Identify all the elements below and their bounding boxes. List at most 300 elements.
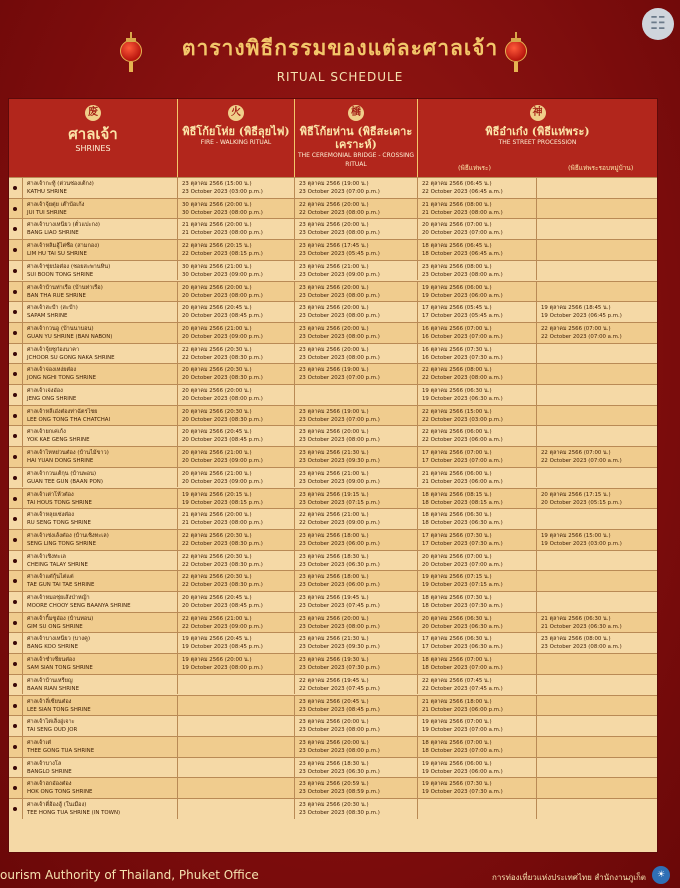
shrine-name-thai: ศาลเจ้ากิ้มซูอ๋อง (บ้านทอน) [27, 615, 94, 622]
shrine-name-cell [23, 344, 178, 364]
shrine-name-english: LEE SIAN TONG SHRINE [27, 706, 91, 713]
row-bullet-icon [9, 344, 23, 364]
shrine-name-english: BAN THA RUE SHRINE [27, 292, 86, 299]
shrine-name-cell [23, 758, 178, 778]
row-bullet-icon [9, 447, 23, 467]
header-shrines [9, 99, 178, 177]
date-thai: 16 ตุลาคม 2566 (07:30 น.) [422, 346, 492, 353]
shrine-name-thai: ศาลเจ้าหมอชุ่ยเส้งป่าหญ้า [27, 595, 90, 601]
fire-walking-cell [178, 633, 295, 653]
row-bullet-icon [9, 758, 23, 778]
row-bullet-icon [9, 261, 23, 281]
date-thai: 18 ตุลาคม 2566 (07:30 น.) [422, 595, 492, 601]
shrine-name-cell [23, 199, 178, 219]
village-procession-cell [537, 344, 657, 364]
header-shrines-thai: ศาลเจ้า [68, 125, 118, 143]
procession-cell [418, 240, 537, 260]
date-english: 19 October 2023 (07:15 a.m.) [422, 582, 503, 589]
row-bullet-icon [9, 551, 23, 571]
bridge-crossing-cell [295, 592, 418, 612]
date-english: 21 October 2023 (06:00 p.m.) [422, 706, 503, 713]
date-english: 18 October 2023 (08:15 a.m.) [422, 499, 503, 506]
date-english: 20 October 2023 (08:30 p.m.) [182, 416, 263, 423]
procession-cell [418, 219, 537, 239]
page-header [0, 0, 680, 96]
header-street-procession [418, 99, 657, 177]
date-thai: 23 ตุลาคม 2566 (18:30 น.) [299, 553, 369, 560]
procession-cell [418, 758, 537, 778]
village-procession-cell [537, 426, 657, 446]
date-thai: 23 ตุลาคม 2566 (20:00 น.) [299, 719, 369, 726]
shrine-name-english: GIM SU ONG SHRINE [27, 623, 83, 630]
shrine-name-cell [23, 302, 178, 322]
date-thai: 22 ตุลาคม 2566 (20:30 น.) [182, 346, 252, 353]
bridge-icon: 橋 [348, 105, 364, 121]
table-row [9, 529, 657, 550]
table-row [9, 281, 657, 302]
fire-walking-cell [178, 509, 295, 529]
date-english: 22 October 2023 (07:45 a.m.) [422, 685, 503, 692]
shrine-name-thai: ศาลเจ้ากะทู้ (ต่วนซ่องเต้กง) [27, 181, 94, 187]
bridge-crossing-cell [295, 489, 418, 509]
shrine-name-english: BANG KOO SHRINE [27, 644, 78, 651]
bridge-crossing-cell [295, 737, 418, 757]
date-english: 19 October 2023 (06:00 a.m.) [422, 292, 503, 299]
date-thai: 20 ตุลาคม 2566 (20:00 น.) [182, 388, 252, 394]
table-row [9, 218, 657, 239]
ritual-schedule-table [8, 98, 658, 853]
bridge-crossing-cell [295, 799, 418, 819]
date-thai: 22 ตุลาคม 2566 (20:00 น.) [299, 201, 369, 208]
village-procession-cell [537, 696, 657, 716]
row-bullet-icon [9, 489, 23, 509]
row-bullet-icon [9, 178, 23, 198]
date-english: 19 October 2023 (06:45 p.m.) [541, 313, 622, 320]
date-english: 23 October 2023 (08:45 p.m.) [299, 706, 380, 713]
table-row [9, 177, 657, 198]
procession-cell [418, 696, 537, 716]
shrine-name-english: YOK KAE GENG SHRINE [27, 437, 90, 444]
date-english: 18 October 2023 (06:30 a.m.) [422, 520, 503, 527]
shrine-name-english: JUI TUI SHRINE [27, 209, 67, 216]
date-english: 23 October 2023 (09:30 p.m.) [299, 644, 380, 651]
shrine-name-cell [23, 613, 178, 633]
village-procession-cell [537, 447, 657, 467]
shrine-name-thai: ศาลเจ้าสะปำ (สะปำ) [27, 305, 78, 312]
page-title-thai: ตารางพิธีกรรมของแต่ละศาลเจ้า [181, 35, 499, 60]
table-row [9, 632, 657, 653]
bridge-crossing-cell [295, 219, 418, 239]
table-row [9, 674, 657, 695]
village-procession-cell [537, 385, 657, 405]
date-english: 23 October 2023 (09:00 p.m.) [299, 271, 380, 278]
shrine-name-english: BANGLO SHRINE [27, 768, 72, 775]
village-procession-cell [537, 240, 657, 260]
shrine-name-cell [23, 489, 178, 509]
date-english: 19 October 2023 (07:00 a.m.) [422, 727, 503, 734]
row-bullet-icon [9, 468, 23, 488]
date-thai: 22 ตุลาคม 2566 (20:30 น.) [182, 574, 252, 581]
date-thai: 19 ตุลาคม 2566 (18:45 น.) [541, 305, 611, 312]
bridge-crossing-cell [295, 406, 418, 426]
shrine-name-english: HOK ONG TONG SHRINE [27, 789, 93, 796]
date-thai: 20 ตุลาคม 2566 (07:00 น.) [422, 553, 492, 560]
shrine-name-english: THEE GONG TUA SHRINE [27, 747, 95, 754]
shrine-name-thai: ศาลเจ้ายกเค่เก้ง [27, 429, 66, 436]
date-english: 19 October 2023 (03:00 p.m.) [541, 540, 622, 547]
date-thai: 18 ตุลาคม 2566 (07:00 น.) [422, 657, 492, 664]
shrine-name-english: TAE GUN TAI TAE SHRINE [27, 582, 95, 589]
date-english: 23 October 2023 (09:00 p.m.) [299, 478, 380, 485]
date-thai: 30 ตุลาคม 2566 (20:00 น.) [182, 201, 252, 208]
procession-cell [418, 530, 537, 550]
date-english: 20 October 2023 (08:30 p.m.) [182, 375, 263, 382]
date-thai: 22 ตุลาคม 2566 (08:00 น.) [422, 367, 492, 374]
date-thai: 21 ตุลาคม 2566 (06:00 น.) [422, 470, 492, 477]
village-procession-cell [537, 799, 657, 819]
village-procession-cell [537, 633, 657, 653]
procession-cell [418, 385, 537, 405]
date-thai: 22 ตุลาคม 2566 (20:30 น.) [182, 553, 252, 560]
procession-cell [418, 633, 537, 653]
date-english: 22 October 2023 (08:30 p.m.) [182, 561, 263, 568]
header-fire-thai: พิธีโก้ยโห่ย (พิธีลุยไฟ) [182, 125, 290, 138]
date-thai: 23 ตุลาคม 2566 (20:00 น.) [299, 305, 369, 312]
village-procession-cell [537, 654, 657, 674]
table-row [9, 736, 657, 757]
footer-org-english: ourism Authority of Thailand, Phuket Office [0, 868, 259, 882]
header-fire-english: FIRE - WALKING RITUAL [200, 139, 272, 146]
village-procession-cell [537, 737, 657, 757]
header-bridge-english: THE CEREMONIAL BRIDGE - CROSSING RITUAL [297, 152, 415, 168]
shrine-name-thai: ศาลเจ้าเชิงทะเล [27, 553, 66, 560]
date-thai: 23 ตุลาคม 2566 (08:00 น.) [422, 263, 492, 270]
table-row [9, 467, 657, 488]
shrine-name-cell [23, 406, 178, 426]
date-thai: 23 ตุลาคม 2566 (20:00 น.) [299, 325, 369, 332]
fire-walking-cell [178, 364, 295, 384]
row-bullet-icon [9, 530, 23, 550]
bridge-crossing-cell [295, 468, 418, 488]
date-english: 17 October 2023 (06:30 a.m.) [422, 644, 503, 651]
date-thai: 23 ตุลาคม 2566 (19:00 น.) [299, 367, 369, 374]
procession-cell [418, 509, 537, 529]
date-thai: 17 ตุลาคม 2566 (07:30 น.) [422, 532, 492, 539]
date-english: 23 October 2023 (08:59 p.m.) [299, 789, 380, 796]
village-procession-cell [537, 571, 657, 591]
date-english: 22 October 2023 (08:15 p.m.) [182, 251, 263, 258]
date-thai: 22 ตุลาคม 2566 (19:45 น.) [299, 677, 369, 684]
bridge-crossing-cell [295, 364, 418, 384]
bridge-crossing-cell [295, 613, 418, 633]
row-bullet-icon [9, 716, 23, 736]
village-procession-cell [537, 282, 657, 302]
date-thai: 23 ตุลาคม 2566 (19:00 น.) [299, 408, 369, 415]
bridge-crossing-cell [295, 302, 418, 322]
bridge-crossing-cell [295, 675, 418, 695]
village-procession-cell [537, 199, 657, 219]
shrine-name-cell [23, 447, 178, 467]
table-row [9, 260, 657, 281]
date-thai: 20 ตุลาคม 2566 (17:15 น.) [541, 491, 611, 498]
date-thai: 22 ตุลาคม 2566 (15:00 น.) [422, 408, 492, 415]
table-row [9, 591, 657, 612]
shrine-name-thai: ศาลเจ้าบ้านท่าเรือ (บ้านท่าเรือ) [27, 284, 103, 291]
table-row [9, 384, 657, 405]
bridge-crossing-cell [295, 199, 418, 219]
shrine-name-english: SENG LING TONG SHRINE [27, 540, 96, 547]
date-english: 22 October 2023 (08:30 p.m.) [182, 582, 263, 589]
row-bullet-icon [9, 592, 23, 612]
header-procession-sub1: (พิธีแห่พระ) [458, 164, 492, 172]
date-english: 21 October 2023 (08:00 p.m.) [182, 230, 263, 237]
shrine-icon: 废 [85, 105, 101, 121]
shrine-name-english: MOORE CHOOY SENG BAANYA SHRINE [27, 603, 131, 609]
date-english: 30 October 2023 (08:00 p.m.) [182, 209, 263, 216]
date-english: 23 October 2023 (06:30 p.m.) [299, 768, 380, 775]
fire-walking-cell [178, 799, 295, 819]
date-thai: 20 ตุลาคม 2566 (20:45 น.) [182, 305, 252, 312]
table-row [9, 612, 657, 633]
shrine-name-thai: ศาลเจ้าแต๋กุ้นไต่แต่ [27, 574, 74, 581]
bridge-crossing-cell [295, 344, 418, 364]
row-bullet-icon [9, 385, 23, 405]
table-row [9, 239, 657, 260]
table-row [9, 322, 657, 343]
shrine-name-english: KATHU SHRINE [27, 189, 67, 195]
bridge-crossing-cell [295, 530, 418, 550]
table-row [9, 425, 657, 446]
fire-walking-cell [178, 654, 295, 674]
row-bullet-icon [9, 675, 23, 695]
date-thai: 23 ตุลาคม 2566 (20:00 น.) [299, 284, 369, 291]
date-thai: 18 ตุลาคม 2566 (08:15 น.) [422, 491, 492, 498]
procession-cell [418, 468, 537, 488]
date-english: 22 October 2023 (08:00 a.m.) [422, 375, 503, 382]
date-english: 17 October 2023 (07:00 a.m.) [422, 458, 503, 465]
date-english: 22 October 2023 (08:00 p.m.) [299, 209, 380, 216]
shrine-name-thai: ศาลเจ้าเซ่งเล้งต๋อง (บ้านเชิงทะเล) [27, 532, 109, 539]
date-english: 22 October 2023 (06:45 a.m.) [422, 189, 503, 195]
date-thai: 20 ตุลาคม 2566 (21:00 น.) [182, 450, 252, 457]
date-thai: 20 ตุลาคม 2566 (21:00 น.) [182, 470, 252, 477]
date-english: 23 October 2023 (08:00 a.m.) [541, 644, 622, 651]
shrine-name-thai: ศาลเจ้าเต่าโห้วต๋อง [27, 491, 74, 498]
date-english: 17 October 2023 (07:30 a.m.) [422, 540, 503, 547]
date-thai: 23 ตุลาคม 2566 (20:00 น.) [299, 222, 369, 229]
date-english: 20 October 2023 (08:00 p.m.) [182, 396, 263, 402]
row-bullet-icon [9, 406, 23, 426]
shrine-name-english: BANG LIAO SHRINE [27, 230, 79, 237]
date-english: 22 October 2023 (09:00 p.m.) [299, 520, 380, 527]
shrine-name-english: SAM SIAN TONG SHRINE [27, 665, 93, 672]
village-procession-cell [537, 364, 657, 384]
village-procession-cell [537, 178, 657, 198]
procession-cell [418, 592, 537, 612]
bridge-crossing-cell [295, 551, 418, 571]
date-thai: 23 ตุลาคม 2566 (21:00 น.) [299, 263, 369, 270]
date-english: 30 October 2023 (09:00 p.m.) [182, 271, 263, 278]
procession-cell [418, 799, 537, 819]
date-english: 19 October 2023 (08:15 p.m.) [182, 499, 263, 506]
date-thai: 23 ตุลาคม 2566 (15:00 น.) [182, 181, 252, 187]
date-thai: 20 ตุลาคม 2566 (21:00 น.) [182, 325, 252, 332]
date-thai: 19 ตุลาคม 2566 (07:30 น.) [422, 781, 492, 788]
shrine-name-english: LEE ONG TONG THA CHATCHAI [27, 416, 111, 423]
shrine-name-cell [23, 737, 178, 757]
date-thai: 18 ตุลาคม 2566 (06:45 น.) [422, 243, 492, 250]
date-english: 23 October 2023 (08:00 p.m.) [299, 292, 380, 299]
shrine-name-thai: ศาลเจ้ากวนเต้กุน (บ้านพอน) [27, 470, 97, 477]
village-procession-cell [537, 778, 657, 798]
shrine-name-cell [23, 530, 178, 550]
shrine-name-cell [23, 323, 178, 343]
table-row [9, 653, 657, 674]
fire-walking-cell [178, 385, 295, 405]
bridge-crossing-cell [295, 571, 418, 591]
date-thai: 23 ตุลาคม 2566 (17:45 น.) [299, 243, 369, 250]
date-thai: 18 ตุลาคม 2566 (06:30 น.) [422, 512, 492, 519]
date-thai: 20 ตุลาคม 2566 (06:30 น.) [422, 615, 492, 622]
procession-cell [418, 199, 537, 219]
shrine-name-thai: ศาลเจ้าไต่เส็งอู่เจาะ [27, 719, 75, 726]
procession-cell [418, 613, 537, 633]
fire-walking-cell [178, 489, 295, 509]
shrine-name-english: JCHOOR SU GONG NAKA SHRINE [27, 354, 115, 361]
shrine-name-thai: ศาลเจ้าจุ้ยซูก๋องนาคา [27, 346, 80, 353]
date-thai: 22 ตุลาคม 2566 (20:15 น.) [182, 243, 252, 250]
date-thai: 23 ตุลาคม 2566 (19:45 น.) [299, 595, 369, 601]
date-english: 23 October 2023 (07:00 p.m.) [299, 189, 380, 195]
shrine-name-cell [23, 716, 178, 736]
date-english: 20 October 2023 (09:00 p.m.) [182, 333, 263, 340]
date-english: 23 October 2023 (08:00 p.m.) [299, 623, 380, 630]
date-english: 23 October 2023 (03:00 p.m.) [182, 189, 263, 195]
date-english: 23 October 2023 (08:00 p.m.) [299, 354, 380, 361]
date-english: 20 October 2023 (08:00 p.m.) [182, 292, 263, 299]
procession-cell [418, 178, 537, 198]
date-english: 21 October 2023 (06:00 a.m.) [422, 478, 503, 485]
row-bullet-icon [9, 364, 23, 384]
date-thai: 17 ตุลาคม 2566 (06:30 น.) [422, 636, 492, 643]
shrine-name-thai: ศาลเจ้าจ่องเหง่ยต๋อง [27, 367, 77, 374]
shrine-name-thai: ศาลเจ้าตี่ฮ้องฮู้ (ในเมือง) [27, 802, 87, 808]
bridge-crossing-cell [295, 385, 418, 405]
date-thai: 22 ตุลาคม 2566 (06:00 น.) [422, 429, 492, 436]
date-thai: 16 ตุลาคม 2566 (07:00 น.) [422, 325, 492, 332]
date-english: 23 October 2023 (07:30 p.m.) [299, 665, 380, 672]
fire-walking-cell [178, 758, 295, 778]
date-english: 18 October 2023 (07:00 a.m.) [422, 665, 503, 672]
date-english: 23 October 2023 (07:15 p.m.) [299, 499, 380, 506]
date-english: 23 October 2023 (08:00 p.m.) [299, 333, 380, 340]
fire-walking-cell [178, 778, 295, 798]
shrine-name-english: TAI SENG OUD JOR [27, 727, 78, 734]
shrine-name-cell [23, 282, 178, 302]
date-english: 19 October 2023 (06:30 a.m.) [422, 396, 503, 402]
fire-walking-cell [178, 178, 295, 198]
shrine-name-thai: ศาลเจ้าเต๋ [27, 739, 51, 746]
header-procession-english: THE STREET PROCESSION [498, 139, 577, 146]
date-thai: 19 ตุลาคม 2566 (06:00 น.) [422, 284, 492, 291]
shrine-name-english: LIM HU TAI SU SHRINE [27, 251, 87, 258]
village-procession-cell [537, 716, 657, 736]
date-thai: 23 ตุลาคม 2566 (20:00 น.) [299, 429, 369, 436]
table-row [9, 777, 657, 798]
fire-walking-cell [178, 240, 295, 260]
date-english: 17 October 2023 (05:45 a.m.) [422, 313, 503, 320]
village-procession-cell [537, 592, 657, 612]
date-thai: 23 ตุลาคม 2566 (18:00 น.) [299, 532, 369, 539]
procession-cell [418, 551, 537, 571]
table-row [9, 343, 657, 364]
date-thai: 22 ตุลาคม 2566 (06:45 น.) [422, 181, 492, 187]
date-thai: 20 ตุลาคม 2566 (07:00 น.) [422, 222, 492, 229]
fire-walking-cell [178, 675, 295, 695]
village-procession-cell [537, 219, 657, 239]
date-english: 18 October 2023 (06:45 a.m.) [422, 251, 503, 258]
procession-cell [418, 261, 537, 281]
date-thai: 23 ตุลาคม 2566 (19:30 น.) [299, 657, 369, 664]
fire-walking-cell [178, 426, 295, 446]
fire-walking-cell [178, 592, 295, 612]
date-thai: 23 ตุลาคม 2566 (20:30 น.) [299, 802, 369, 808]
shrine-name-thai: ศาลเจ้าเจ่งอ๋อง [27, 388, 63, 394]
table-row [9, 405, 657, 426]
date-thai: 23 ตุลาคม 2566 (19:00 น.) [299, 181, 369, 187]
shrine-name-cell [23, 654, 178, 674]
village-procession-cell [537, 261, 657, 281]
fire-walking-cell [178, 737, 295, 757]
shrine-name-cell [23, 571, 178, 591]
date-thai: 23 ตุลาคม 2566 (18:00 น.) [299, 574, 369, 581]
date-english: 20 October 2023 (07:00 a.m.) [422, 230, 503, 237]
date-english: 16 October 2023 (07:00 a.m.) [422, 333, 503, 340]
row-bullet-icon [9, 219, 23, 239]
procession-cell [418, 323, 537, 343]
shrine-name-english: CHEING TALAY SHRINE [27, 561, 88, 568]
fire-walking-cell [178, 344, 295, 364]
date-english: 20 October 2023 (06:30 a.m.) [422, 623, 503, 630]
date-thai: 19 ตุลาคม 2566 (06:00 น.) [422, 760, 492, 767]
header-procession-sub2: (พิธีแห่พระรอบหมู่บ้าน) [568, 164, 634, 172]
procession-cell [418, 489, 537, 509]
date-thai: 23 ตุลาคม 2566 (19:15 น.) [299, 491, 369, 498]
date-english: 23 October 2023 (08:30 p.m.) [299, 810, 380, 816]
date-thai: 20 ตุลาคม 2566 (20:30 น.) [182, 367, 252, 374]
shrine-name-cell [23, 592, 178, 612]
bridge-crossing-cell [295, 716, 418, 736]
date-english: 22 October 2023 (03:00 p.m.) [422, 416, 503, 423]
header-procession-thai: พิธีอ๋าเก๋ง (พิธีแห่พระ) [485, 125, 590, 138]
date-thai: 21 ตุลาคม 2566 (20:00 น.) [182, 222, 252, 229]
table-row [9, 798, 657, 819]
date-english: 23 October 2023 (08:00 p.m.) [299, 313, 380, 320]
date-english: 23 October 2023 (09:30 p.m.) [299, 458, 380, 465]
fire-walking-cell [178, 302, 295, 322]
shrine-name-thai: ศาลเจ้าจุ้ยตุ่ย เต๊าบ้อเก้ง [27, 201, 85, 208]
date-thai: 30 ตุลาคม 2566 (21:00 น.) [182, 263, 252, 270]
village-procession-cell [537, 675, 657, 695]
date-thai: 19 ตุลาคม 2566 (20:00 น.) [182, 657, 252, 664]
shrine-name-cell [23, 509, 178, 529]
procession-cell [418, 654, 537, 674]
row-bullet-icon [9, 571, 23, 591]
date-thai: 21 ตุลาคม 2566 (20:00 น.) [182, 512, 252, 519]
table-row [9, 301, 657, 322]
table-row [9, 757, 657, 778]
row-bullet-icon [9, 302, 23, 322]
